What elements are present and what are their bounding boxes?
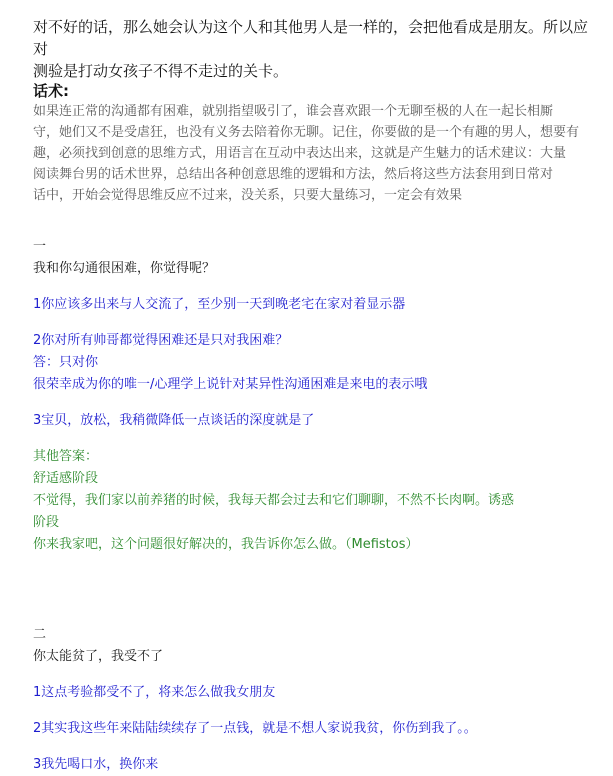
other-stage-label: 舒适感阶段 (33, 471, 99, 486)
section1-answer-1: 1你应该多出来与人交流了，至少别一天到晚老宅在家对着显示器 (33, 297, 406, 312)
section2-answer-2: 2其实我这些年来陆陆续续存了一点钱，就是不想人家说我贫，你伤到我了。。 (33, 721, 477, 736)
section2-answer-3: 3我先喝口水，换你来 (33, 757, 159, 772)
other-stage-label: 阶段 (33, 515, 60, 530)
other-answer-2: 你来我家吧，这个问题很好解决的，我告诉你怎么做。（Mefistos） (33, 537, 419, 552)
advice-line: 如果连正常的沟通都有困难，就别指望吸引了，谁会喜欢跟一个无聊至极的人在一起长相厮 (33, 104, 554, 119)
section1-answer-3: 3宝贝，放松，我稍微降低一点谈话的深度就是了 (33, 413, 315, 428)
other-answer-1: 不觉得，我们家以前养猪的时候，我每天都会过去和它们聊聊，不然不长肉啊。诱惑 (33, 493, 515, 508)
section1-number: 一 (33, 239, 47, 254)
section-heading: 话术: (33, 82, 69, 100)
section2-number: 二 (33, 627, 47, 642)
intro-line: 对不好的话，那么她会认为这个人和其他男人是一样的，会把他看成是朋友。所以应对 (33, 18, 589, 58)
section2-question: 你太能贫了，我受不了 (33, 649, 164, 664)
section1-answer-2-followup: 很荣幸成为你的唯一/心理学上说针对某异性沟通困难是来电的表示哦 (33, 377, 428, 392)
advice-line: 趣，必须找到创意的思维方式，用语言在互动中表达出来，这就是产生魅力的话术建议：大量 (33, 146, 567, 161)
section2-answer-1: 1这点考验都受不了，将来怎么做我女朋友 (33, 685, 276, 700)
intro-line: 测验是打动女孩子不得不走过的关卡。 (33, 62, 289, 80)
advice-line: 话中，开始会觉得思维反应不过来，没关系，只要大量练习，一定会有效果 (33, 188, 463, 203)
section1-question: 我和你勾通很困难，你觉得呢？ (33, 261, 216, 276)
advice-line: 阅读舞台男的话术世界，总结出各种创意思维的逻辑和方法，然后将这些方法套用到日常对 (33, 167, 554, 182)
section1-reply-label: 答：只对你 (33, 355, 99, 370)
document-page (33, 16, 598, 776)
section1-answer-2: 2你对所有帅哥都觉得困难还是只对我困难？ (33, 333, 289, 348)
advice-line: 守，她们又不是受虐狂，也没有义务去陪着你无聊。记住，你要做的是一个有趣的男人，想要有 (33, 125, 580, 140)
other-answers-title: 其他答案： (33, 449, 99, 464)
